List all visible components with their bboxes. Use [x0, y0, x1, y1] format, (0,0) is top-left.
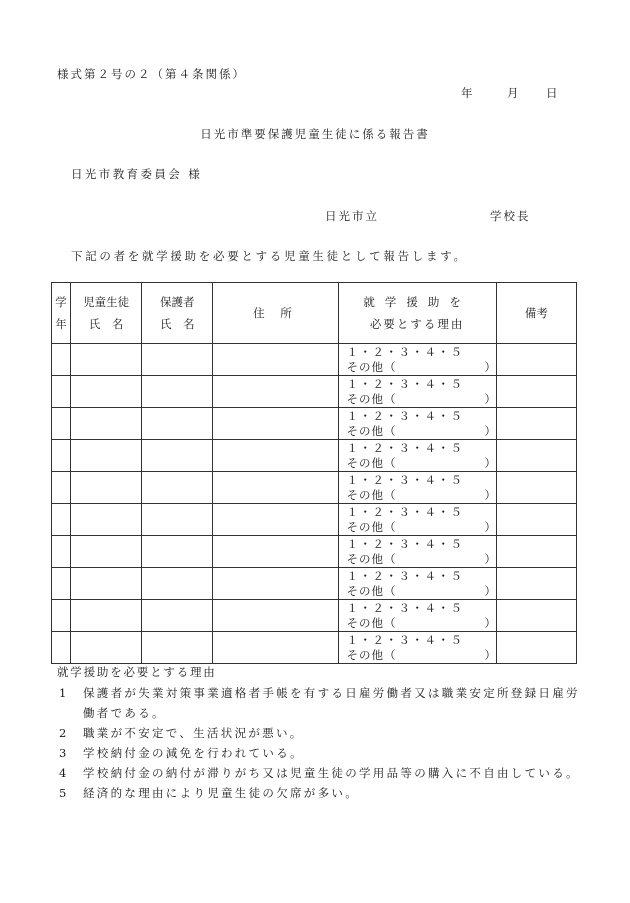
- student-name-cell[interactable]: [71, 568, 142, 600]
- note-number: 5: [59, 786, 69, 800]
- reason-other-close: ）: [484, 520, 498, 534]
- student-name-cell[interactable]: [71, 632, 142, 664]
- note-item-4: [59, 763, 580, 783]
- student-name-cell[interactable]: [71, 408, 142, 440]
- address-cell[interactable]: [213, 504, 338, 536]
- student-name-cell[interactable]: [71, 472, 142, 504]
- address-cell[interactable]: [213, 472, 338, 504]
- guardian-name-cell[interactable]: [142, 504, 213, 536]
- reason-options: １・２・３・４・５: [346, 473, 464, 487]
- table-row: [52, 472, 577, 504]
- notes-heading: 就学援助を必要とする理由: [57, 665, 217, 679]
- note-item-3: [59, 743, 304, 763]
- reason-cell[interactable]: [338, 568, 496, 600]
- table-row: [52, 376, 577, 408]
- reason-cell[interactable]: [338, 472, 496, 504]
- reason-other-close: ）: [484, 584, 498, 598]
- student-name-cell[interactable]: [71, 440, 142, 472]
- remarks-cell[interactable]: [496, 376, 576, 408]
- header-reason: [338, 283, 496, 344]
- note-text: 学校納付金の減免を行われている。: [83, 746, 304, 760]
- reason-other-line: [347, 424, 496, 439]
- reason-cell[interactable]: [338, 376, 496, 408]
- grade-cell[interactable]: [52, 600, 71, 632]
- reason-other-label: その他（: [346, 584, 397, 598]
- reason-options: １・２・３・４・５: [346, 345, 464, 359]
- remarks-cell[interactable]: [496, 632, 576, 664]
- reason-cell[interactable]: [338, 440, 496, 472]
- header-grade: [52, 283, 71, 344]
- address-cell[interactable]: [213, 568, 338, 600]
- address-cell[interactable]: [213, 440, 338, 472]
- reason-options: １・２・３・４・５: [346, 569, 464, 583]
- remarks-cell[interactable]: [496, 408, 576, 440]
- report-table: [51, 282, 577, 664]
- remarks-cell[interactable]: [496, 472, 576, 504]
- reason-other-label: その他（: [346, 488, 397, 502]
- document-title: 日光市準要保護児童生徒に係る報告書: [200, 127, 430, 141]
- note-number: 1: [59, 686, 69, 700]
- reason-other-close: ）: [484, 648, 498, 662]
- note-number: 3: [59, 746, 69, 760]
- reason-cell[interactable]: [338, 344, 496, 376]
- reason-other-close: ）: [484, 488, 498, 502]
- header-guardian-line1: 保護者: [159, 295, 195, 309]
- reason-cell[interactable]: [338, 632, 496, 664]
- table-row: [52, 344, 577, 376]
- table-row: [52, 504, 577, 536]
- reason-cell[interactable]: [338, 504, 496, 536]
- reason-other-line: [347, 392, 496, 407]
- address-cell[interactable]: [213, 632, 338, 664]
- reason-other-line: [347, 616, 496, 631]
- note-item-2: [59, 723, 304, 743]
- header-student-line1: 児童生徒: [83, 295, 130, 309]
- reason-cell[interactable]: [338, 408, 496, 440]
- guardian-name-cell[interactable]: [142, 472, 213, 504]
- reason-other-close: ）: [484, 424, 498, 438]
- grade-cell[interactable]: [52, 376, 71, 408]
- header-address: 住 所: [213, 283, 338, 344]
- reason-options: １・２・３・４・５: [346, 441, 464, 455]
- note-text: 保護者が失業対策事業適格者手帳を有する日雇労働者又は職業安定所登録日雇労働者である。: [83, 686, 580, 720]
- header-remarks: 備考: [496, 283, 576, 344]
- header-grade-line2: 年: [55, 317, 67, 331]
- remarks-cell[interactable]: [496, 344, 576, 376]
- form-number: 様式第２号の２（第４条関係）: [57, 67, 246, 81]
- guardian-name-cell[interactable]: [142, 408, 213, 440]
- grade-cell[interactable]: [52, 568, 71, 600]
- address-cell[interactable]: [213, 344, 338, 376]
- grade-cell[interactable]: [52, 632, 71, 664]
- header-reason-line1: 就学援助を: [363, 295, 471, 309]
- student-name-cell[interactable]: [71, 600, 142, 632]
- reason-other-line: [347, 520, 496, 535]
- remarks-cell[interactable]: [496, 504, 576, 536]
- reason-options: １・２・３・４・５: [346, 409, 464, 423]
- reason-other-label: その他（: [346, 552, 397, 566]
- header-grade-line1: 学: [55, 295, 67, 309]
- reason-other-line: [347, 360, 496, 375]
- reason-other-line: [347, 552, 496, 567]
- address-cell[interactable]: [213, 536, 338, 568]
- grade-cell[interactable]: [52, 504, 71, 536]
- reason-other-label: その他（: [346, 648, 397, 662]
- note-text: 経済的な理由により児童生徒の欠席が多い。: [83, 786, 359, 800]
- reason-other-close: ）: [484, 360, 498, 374]
- sender-principal-label: 学校長: [490, 209, 531, 223]
- grade-cell[interactable]: [52, 536, 71, 568]
- note-text: 学校納付金の納付が滞りがち又は児童生徒の学用品等の購入に不自由している。: [83, 766, 580, 780]
- grade-cell[interactable]: [52, 472, 71, 504]
- header-student-line2: 氏 名: [88, 317, 124, 331]
- remarks-cell[interactable]: [496, 568, 576, 600]
- reason-other-close: ）: [484, 392, 498, 406]
- reason-cell[interactable]: [338, 536, 496, 568]
- reason-other-label: その他（: [346, 360, 397, 374]
- table-row: [52, 632, 577, 664]
- header-guardian-name: [142, 283, 213, 344]
- reason-other-close: ）: [484, 616, 498, 630]
- remarks-cell[interactable]: [496, 536, 576, 568]
- reason-other-label: その他（: [346, 392, 397, 406]
- remarks-cell[interactable]: [496, 440, 576, 472]
- student-name-cell[interactable]: [71, 536, 142, 568]
- grade-cell[interactable]: [52, 344, 71, 376]
- address-cell[interactable]: [213, 408, 338, 440]
- reason-other-line: [347, 456, 496, 471]
- date-year-label: 年: [461, 86, 473, 100]
- date-month-label: 月: [507, 86, 519, 100]
- table-header-row: [52, 283, 577, 344]
- table-row: [52, 408, 577, 440]
- reason-options: １・２・３・４・５: [346, 377, 464, 391]
- table-row: [52, 536, 577, 568]
- grade-cell[interactable]: [52, 440, 71, 472]
- student-name-cell[interactable]: [71, 504, 142, 536]
- header-guardian-line2: 氏 名: [159, 317, 195, 331]
- remarks-cell[interactable]: [496, 600, 576, 632]
- guardian-name-cell[interactable]: [142, 536, 213, 568]
- reason-other-line: [347, 648, 496, 663]
- guardian-name-cell[interactable]: [142, 600, 213, 632]
- guardian-name-cell[interactable]: [142, 344, 213, 376]
- table-row: [52, 568, 577, 600]
- reason-options: １・２・３・４・５: [346, 505, 464, 519]
- address-cell[interactable]: [213, 376, 338, 408]
- guardian-name-cell[interactable]: [142, 440, 213, 472]
- reason-options: １・２・３・４・５: [346, 537, 464, 551]
- addressee: 日光市教育委員会 様: [71, 167, 203, 181]
- reason-other-close: ）: [484, 552, 498, 566]
- reason-other-label: その他（: [346, 424, 397, 438]
- student-name-cell[interactable]: [71, 376, 142, 408]
- address-cell[interactable]: [213, 600, 338, 632]
- guardian-name-cell[interactable]: [142, 632, 213, 664]
- note-number: 2: [59, 726, 69, 740]
- guardian-name-cell[interactable]: [142, 568, 213, 600]
- date-day-label: 日: [546, 86, 558, 100]
- intro-text: 下記の者を就学援助を必要とする児童生徒として報告します。: [71, 249, 468, 263]
- reason-other-line: [347, 488, 496, 503]
- grade-cell[interactable]: [52, 408, 71, 440]
- table-row: [52, 440, 577, 472]
- reason-options: １・２・３・４・５: [346, 601, 464, 615]
- reason-other-label: その他（: [346, 616, 397, 630]
- guardian-name-cell[interactable]: [142, 376, 213, 408]
- reason-other-label: その他（: [346, 456, 397, 470]
- reason-cell[interactable]: [338, 600, 496, 632]
- student-name-cell[interactable]: [71, 344, 142, 376]
- note-number: 4: [59, 766, 69, 780]
- table-row: [52, 600, 577, 632]
- reason-options: １・２・３・４・５: [346, 633, 464, 647]
- reason-other-close: ）: [484, 456, 498, 470]
- note-item-1: [59, 683, 583, 723]
- note-text: 職業が不安定で、生活状況が悪い。: [83, 726, 304, 740]
- reason-other-line: [347, 584, 496, 599]
- header-reason-line2: 必要とする理由: [369, 317, 465, 331]
- header-student-name: [71, 283, 142, 344]
- reason-other-label: その他（: [346, 520, 397, 534]
- sender-school-prefix: 日光市立: [325, 209, 379, 223]
- note-item-5: [59, 783, 359, 803]
